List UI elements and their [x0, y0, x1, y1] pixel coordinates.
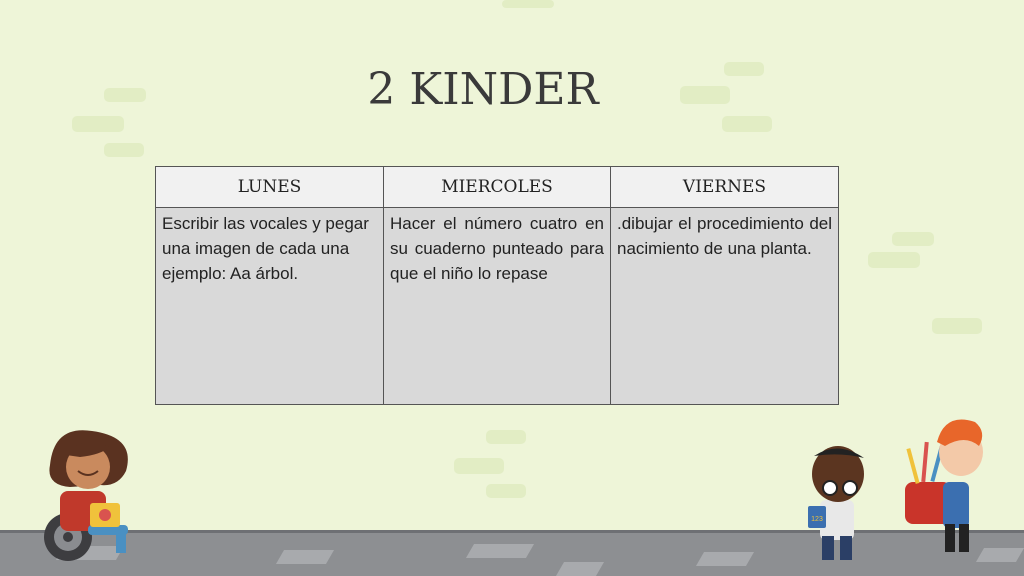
header-viernes: VIERNES: [611, 167, 839, 208]
boy-glasses-illustration: [800, 440, 880, 565]
boy-backpack-illustration: [895, 412, 995, 562]
cell-miercoles-activity: Hacer el número cuatro en su cuaderno punteado para que el niño lo repase: [384, 208, 611, 405]
schedule-table: [155, 166, 839, 405]
table-header-row: [156, 167, 839, 208]
header-miercoles: MIERCOLES: [384, 167, 611, 208]
header-lunes: LUNES: [156, 167, 384, 208]
cell-viernes-activity: .dibujar el procedimiento del nacimiento de una planta.: [611, 208, 839, 405]
girl-wheelchair-illustration: [30, 425, 160, 565]
book-label: 123: [811, 516, 823, 523]
slide-title: 2 KINDER: [367, 64, 599, 115]
cell-lunes-activity: Escribir las vocales y pegar una imagen de cada una ejemplo: Aa árbol.: [156, 208, 384, 405]
table-row: [156, 208, 839, 405]
